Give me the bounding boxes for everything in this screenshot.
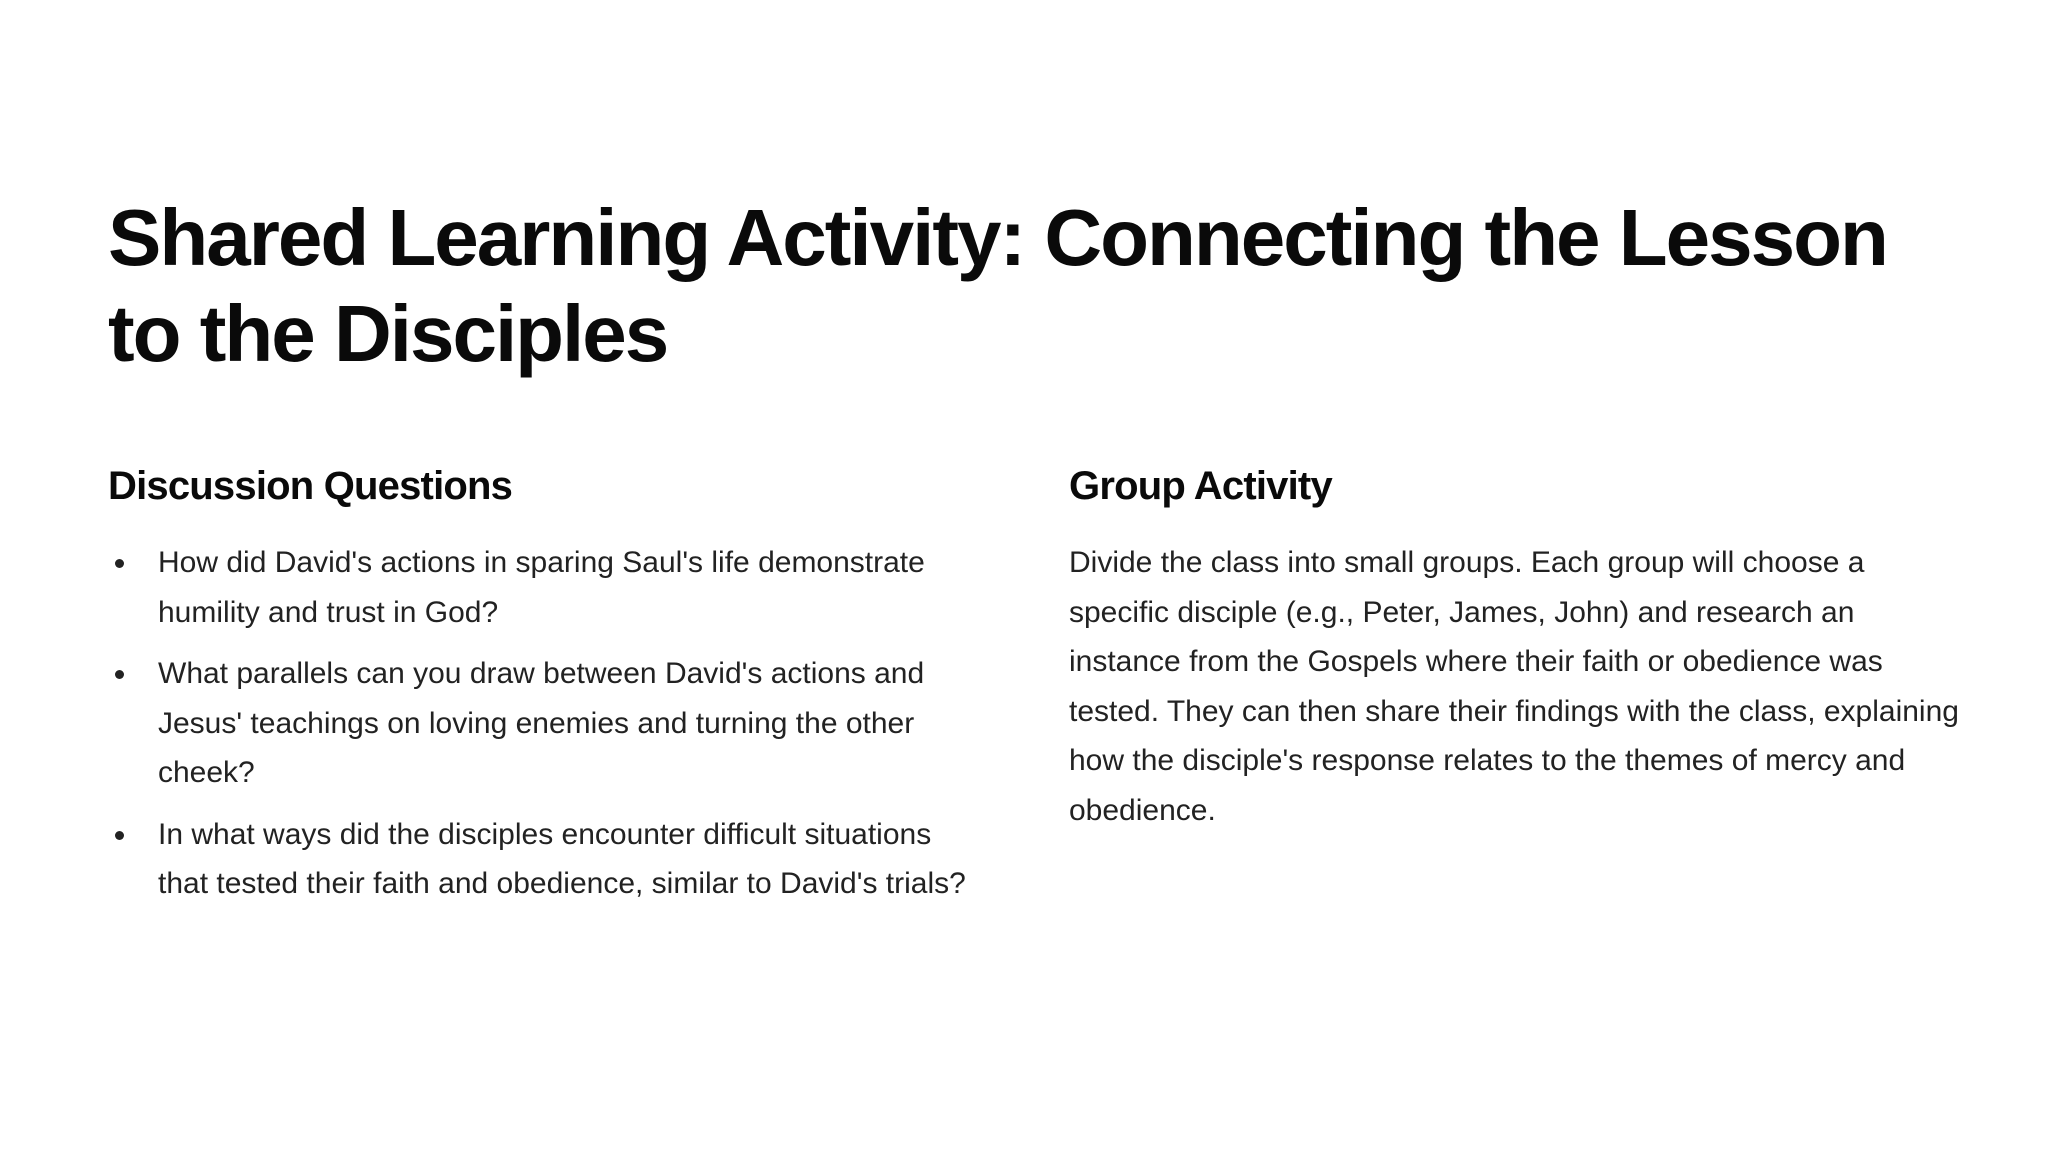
bullet-icon (115, 831, 124, 840)
question-text: What parallels can you draw between David's actions and Jesus' teachings on loving enemies and turning the other cheek? (158, 657, 925, 789)
list-item (108, 538, 988, 637)
list-item (108, 649, 988, 798)
question-list (108, 538, 988, 909)
group-activity-body: Divide the class into small groups. Each group will choose a specific disciple (e.g., Peter, James, John) and research an instance from the Gospels where their faith or obedience was tested. They can then share their findings with the class, explaining how the disciple's response relates to the themes of mercy and obedience. (1069, 546, 1959, 827)
group-activity-heading: Group Activity (1069, 464, 1332, 508)
discussion-questions-heading: Discussion Questions (108, 464, 513, 508)
list-item (108, 810, 988, 909)
question-text: How did David's actions in sparing Saul's life demonstrate humility and trust in God? (158, 546, 925, 629)
bullet-icon (115, 559, 124, 568)
slide-title: Shared Learning Activity: Connecting the Lesson to the Disciples (108, 193, 1887, 378)
group-activity-section (1069, 458, 1959, 835)
question-text: In what ways did the disciples encounter difficult situations that tested their faith and obedience, similar to David's trials? (158, 817, 966, 900)
bullet-icon (115, 670, 124, 679)
discussion-questions-section (108, 458, 988, 921)
